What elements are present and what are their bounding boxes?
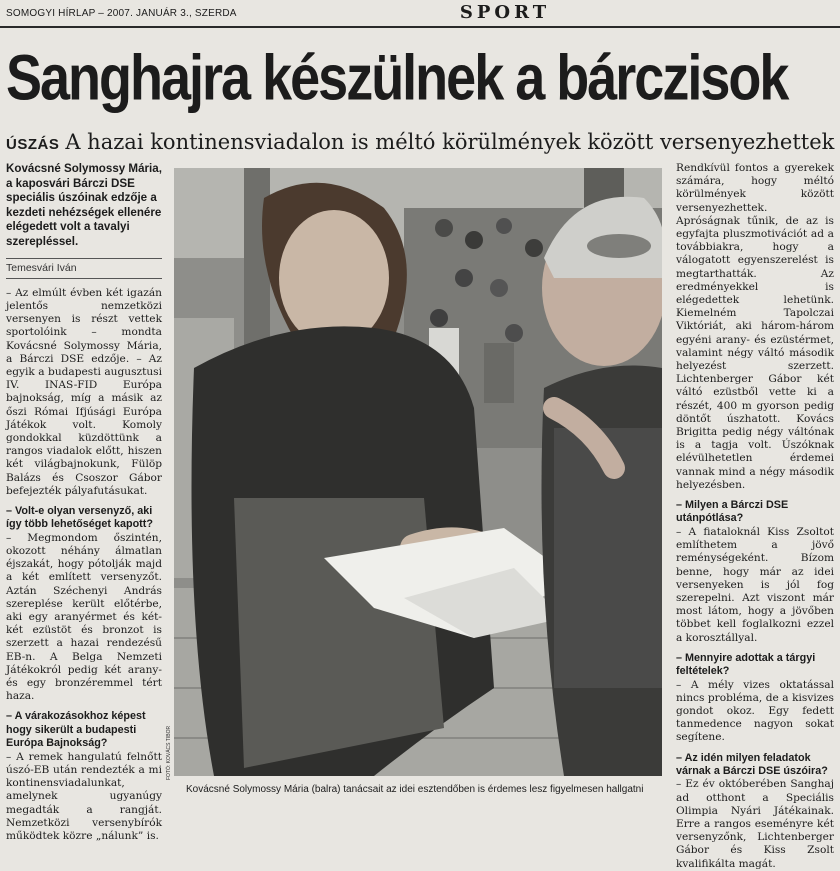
interview-question: – Mennyire adottak a tárgyi feltételek? [676, 651, 816, 678]
paragraph: – Megmondom őszintén, okozott néhány álmatlan éjszakát, hogy pótolják majd a két említett versenyzőt. Aztán Széchenyi András szereplése került előtérbe, aki egy aranyérmet és két-két ezüstöt és bronzot is szerzett a hazai rendezésű EB-n. A Belga Nemzeti Játékokról pedig két arany- és egy bronzéremmel tért haza. [6, 531, 162, 703]
paragraph: – A fiataloknál Kiss Zsoltot említhetem a jövő reménységeként. Bízom benne, hogy már az idei versenyeken is jól fog szerepelni. Azt viszont már most látom, hogy a jövőben többet kell foglalkozni ezzel a korosztállyal. [676, 525, 834, 644]
article-lead: Kovácsné Solymossy Mária, a kaposvári Bárczi DSE speciális úszóinak edzője a kezdeti nehézségek ellenére elégedett volt a tavalyi szerepléssel. [6, 162, 162, 248]
paragraph: – A mély vizes oktatással nincs probléma, de a kisvizes gondot okoz. Egy fedett tanmedence nagyon sokat segítene. [676, 678, 834, 744]
article-photo [174, 168, 662, 776]
interview-question: – Milyen a Bárczi DSE utánpótlása? [676, 499, 789, 525]
newspaper-date-line: SOMOGYI HÍRLAP – 2007. JANUÁR 3., SZERDA [6, 8, 237, 19]
paragraph: Rendkívül fontos a gyerekek számára, hogy méltó körülmények között versenyezhettek. Apróságnak tűnik, de az is egyfajta pluszmotivációt ad a továbbiakra, hogy a válogatott egyenszerelést is megtarthatták. Az eredményekkel is elégedettek lehetünk. Kiemelném Tapolczai Viktóriát, aki három-három egyéni arany- és ezüstérmet, valamint négy váltó második helyezést szerzett. Lichtenberger Gábor két váltó ezüstből vette ki a részét, 400 m gyorson pedig döntőt úszhatott. Kovács Brigitta pedig négy váltónak is a tagja volt. Úszóknak elévülhetetlen érdemei vannak mind a négy második helyezésben. [676, 162, 834, 491]
interview-question: – Volt-e olyan versenyző, aki így több lehetőséget kapott? [6, 505, 153, 531]
photo-illustration [174, 168, 662, 776]
article-column-right [676, 162, 834, 871]
paragraph: – Ez év októberében Sanghaj ad otthont a Speciális Olimpia Nyári Játékainak. Erre a rangos eseményre két versenyzőnk, Lichtenberger Gábor és Kiss Zsolt kvalifikálta magát. [676, 778, 834, 870]
photo-credit: FOTÓ: KOVÁCS TIBOR [166, 725, 172, 780]
article-column-left [6, 162, 162, 843]
page-header [0, 0, 840, 28]
paragraph: – Az elmúlt évben két igazán jelentős nemzetközi versenyen is részt vettek sportolóink – mondta Kovácsné Solymossy Mária, a Bárczi DSE edzője. – Az egyik a budapesti augusztusi IV. INAS-FID Európa bajnokság, míg a másik az őszi Római Ifjúsági Európa Játékok volt. Komoly gondokkal küzdöttünk a rangos viadalok előtt, hiszen két világbajnokunk, Fülöp Balázs és Csoszor Gábor befejezték pályafutásukat. [6, 286, 162, 497]
paragraph: – A remek hangulatú felnőtt úszó-EB után rendezték a mi kontinensviadalunkat, amelynek ugyanúgy megadták a rangját. Nemzetközi versenybírók működtek közre „nálunk” is. [6, 750, 162, 842]
subhead-text: A hazai kontinensviadalon is méltó körülmények között versenyezhettek [65, 130, 835, 154]
interview-question: – Az idén milyen feladatok várnak a Bárczi DSE úszóira? [676, 751, 828, 777]
subhead-kicker: ÚSZÁS [6, 136, 60, 153]
article-subhead [6, 130, 836, 157]
section-title: SPORT [459, 2, 551, 23]
article-byline: Temesvári Iván [6, 258, 162, 279]
interview-question: – A várakozásokhoz képest hogy sikerült a budapesti Európa Bajnokság? [6, 710, 146, 750]
photo-caption: Kovácsné Solymossy Mária (balra) tanácsait az idei esztendőben is érdemes lesz figyelmesen hallgatni [186, 784, 644, 795]
article-headline: Sanghajra készülnek a bárczisok [6, 42, 788, 114]
